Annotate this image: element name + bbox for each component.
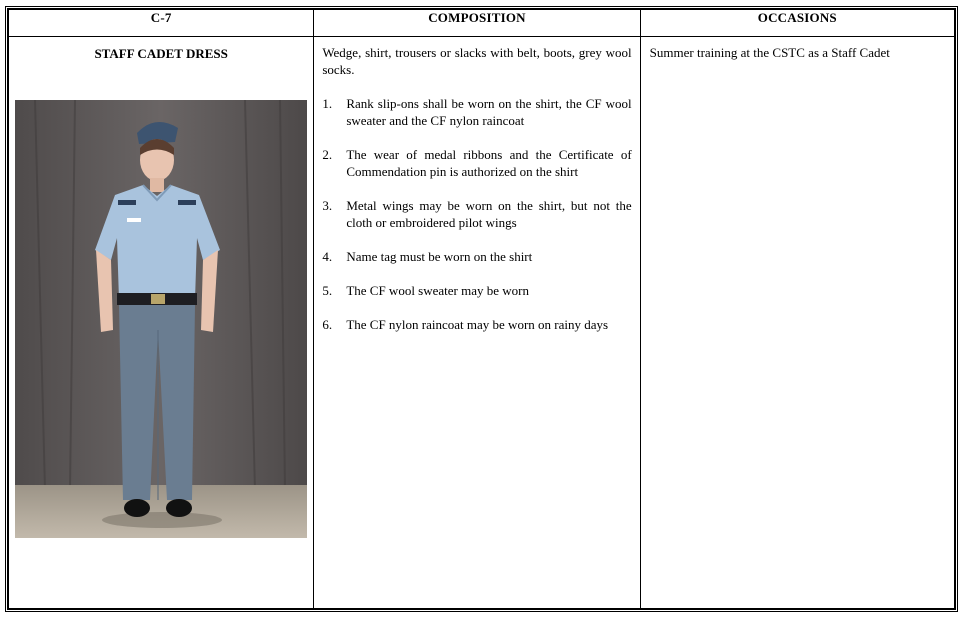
composition-rules bbox=[322, 95, 631, 333]
rule-text: The CF nylon raincoat may be worn on rainy days bbox=[346, 317, 609, 332]
rule-item bbox=[322, 316, 631, 333]
rule-text: Rank slip-ons shall be worn on the shirt, the CF wool sweater and the CF nylon raincoat bbox=[346, 96, 632, 128]
rule-number: 3. bbox=[322, 198, 333, 213]
dress-cell bbox=[9, 37, 314, 609]
header-occasions: OCCASIONS bbox=[640, 10, 954, 37]
rule-number: 6. bbox=[322, 317, 333, 332]
rule-text: The wear of medal ribbons and the Certificate of Commendation pin is authorized on the shirt bbox=[346, 147, 632, 179]
occasions-text: Summer training at the CSTC as a Staff Cadet bbox=[649, 45, 890, 60]
content-row bbox=[9, 37, 955, 609]
uniform-photo bbox=[15, 100, 307, 538]
rule-item bbox=[322, 197, 631, 231]
rule-text: Metal wings may be worn on the shirt, but not the cloth or embroidered pilot wings bbox=[346, 198, 632, 230]
rule-text: The CF wool sweater may be worn bbox=[346, 283, 529, 298]
rule-item bbox=[322, 282, 631, 299]
composition-intro: Wedge, shirt, trousers or slacks with belt, boots, grey wool socks. bbox=[322, 45, 632, 77]
rule-number: 4. bbox=[322, 249, 333, 264]
occasions-cell bbox=[640, 37, 954, 609]
rule-number: 1. bbox=[322, 96, 333, 111]
header-composition: COMPOSITION bbox=[314, 10, 640, 37]
rule-text: Name tag must be worn on the shirt bbox=[346, 249, 533, 264]
composition-cell bbox=[314, 37, 640, 609]
rule-item bbox=[322, 95, 631, 129]
rule-item bbox=[322, 146, 631, 180]
dress-table bbox=[8, 9, 955, 609]
rule-number: 2. bbox=[322, 147, 333, 162]
rule-number: 5. bbox=[322, 283, 333, 298]
header-row bbox=[9, 10, 955, 37]
uniform-photo-icon bbox=[15, 100, 307, 538]
dress-title: STAFF CADET DRESS bbox=[94, 46, 228, 61]
rule-item bbox=[322, 248, 631, 265]
header-dress-code: C-7 bbox=[9, 10, 314, 37]
